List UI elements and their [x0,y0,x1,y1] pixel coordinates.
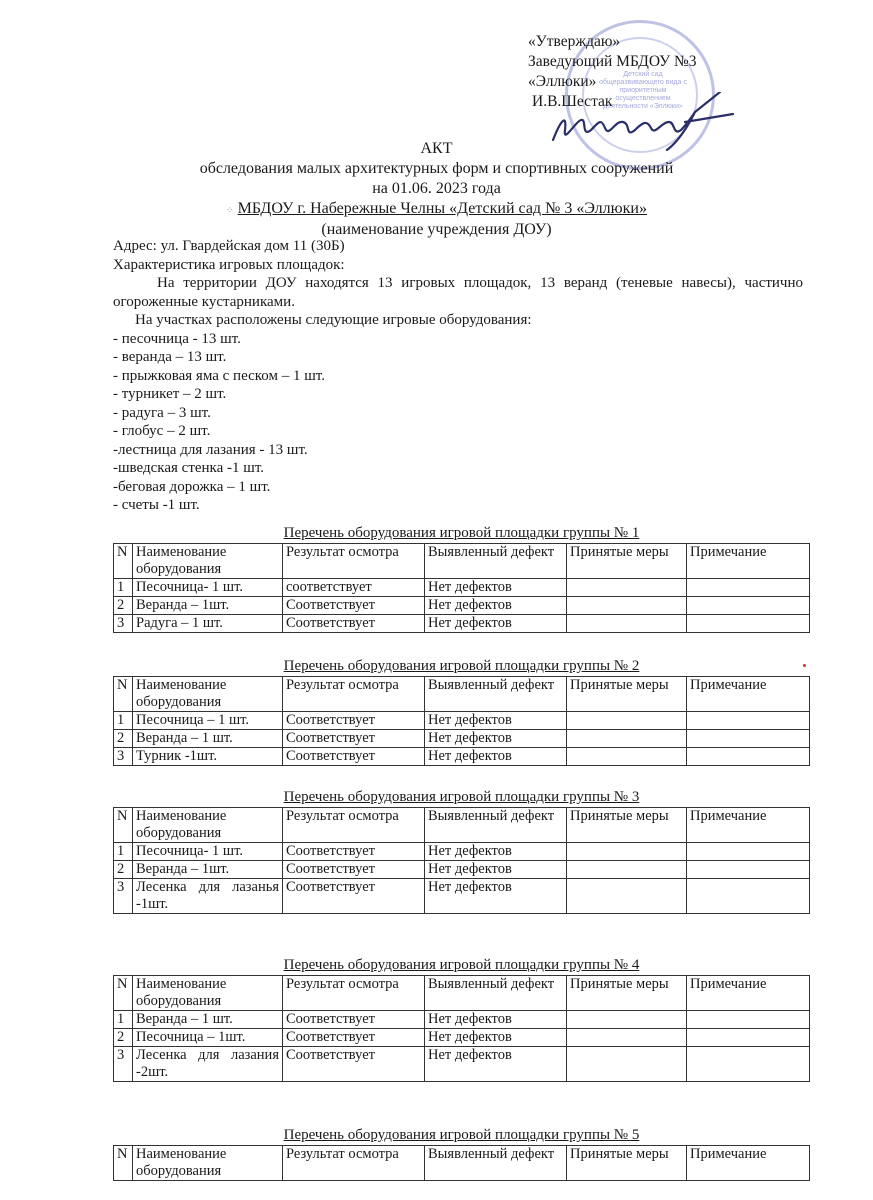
cell-n: 2 [114,597,133,615]
cell-note [687,843,810,861]
cell-name [133,879,283,914]
equipment-list-item: - счеты -1 шт. [113,497,200,513]
cell-note [687,748,810,766]
cell-name: Песочница- 1 шт. [133,579,283,597]
cell-name: Веранда – 1шт. [133,861,283,879]
approval-block [528,32,697,112]
cell-defect: Нет дефектов [425,1011,567,1029]
cell-name: Песочница- 1 шт. [133,843,283,861]
group-4-section [113,957,810,1082]
header-name: Наименование оборудования [133,677,283,712]
table-row [114,748,810,766]
characteristics-paragraph-1: На территории ДОУ находятся 13 игровых площадок, 13 веранд (теневые навесы), частично огороженные кустарниками. [113,275,803,310]
document-date: на 01.06. 2023 года [372,180,501,197]
cell-name: Веранда – 1шт. [133,597,283,615]
header-n: N [114,1146,133,1181]
header-name: Наименование оборудования [133,544,283,579]
table-row [114,615,810,633]
table-row [114,712,810,730]
header-defect: Выявленный дефект [425,976,567,1011]
header-result: Результат осмотра [283,976,425,1011]
table-row [114,1029,810,1047]
header-measures: Принятые меры [567,1146,687,1181]
cell-measures [567,712,687,730]
equipment-list-item: -шведская стенка -1 шт. [113,460,264,476]
cell-result: Соответствует [283,879,425,914]
table-header-row [114,1146,810,1181]
header-note: Примечание [687,677,810,712]
stamp-text: Детский сад общеразвивающего вида с приоритетным осуществлением деятельности «Эллюки» [599,71,687,110]
document-title: АКТ [420,140,453,157]
cell-result: Соответствует [283,615,425,633]
header-note: Примечание [687,1146,810,1181]
table-header-row [114,976,810,1011]
approval-line-3: «Эллюки» [528,73,597,90]
cell-defect: Нет дефектов [425,730,567,748]
cell-note [687,879,810,914]
cell-defect: Нет дефектов [425,1029,567,1047]
cell-n: 3 [114,748,133,766]
group-1-table [113,543,810,633]
table-row [114,1011,810,1029]
table-row [114,730,810,748]
header-defect: Выявленный дефект [425,677,567,712]
cell-note [687,1029,810,1047]
cell-result: Соответствует [283,730,425,748]
cell-defect: Нет дефектов [425,843,567,861]
cell-result: Соответствует [283,861,425,879]
group-5-title: Перечень оборудования игровой площадки группы № 5 [283,1127,640,1143]
red-speck [803,664,806,667]
cell-name: Песочница – 1шт. [133,1029,283,1047]
table-row [114,861,810,879]
group-3-title: Перечень оборудования игровой площадки группы № 3 [283,789,640,805]
group-3-table [113,807,810,914]
header-defect: Выявленный дефект [425,544,567,579]
cell-result: соответствует [283,579,425,597]
header-measures: Принятые меры [567,544,687,579]
characteristics-paragraph-2: На участках расположены следующие игровые оборудования: [135,312,532,328]
header-name: Наименование оборудования [133,1146,283,1181]
table-row [114,597,810,615]
document-subtitle: обследования малых архитектурных форм и спортивных сооружений [199,160,674,177]
equipment-list-item: - глобус – 2 шт. [113,423,211,439]
group-5-table [113,1145,810,1181]
cell-defect: Нет дефектов [425,861,567,879]
header-n: N [114,544,133,579]
cell-name-line-1: Лесенка для лазания [136,1047,279,1063]
cell-result: Соответствует [283,597,425,615]
cell-note [687,1011,810,1029]
institution-caption: (наименование учреждения ДОУ) [321,221,552,238]
approval-signer-name: И.В.Шестак [532,93,613,110]
cell-note [687,861,810,879]
header-measures: Принятые меры [567,808,687,843]
cell-name-line-1: Лесенка для лазанья [136,879,279,895]
cell-n: 2 [114,730,133,748]
cell-measures [567,861,687,879]
cell-measures [567,1029,687,1047]
header-defect: Выявленный дефект [425,808,567,843]
cell-measures [567,1011,687,1029]
document-header [0,139,873,240]
table-row [114,843,810,861]
cell-result: Соответствует [283,1029,425,1047]
group-2-section [113,658,810,766]
cell-defect: Нет дефектов [425,1047,567,1082]
cell-defect: Нет дефектов [425,748,567,766]
cell-note [687,615,810,633]
table-header-row [114,808,810,843]
header-n: N [114,808,133,843]
approval-line-1: «Утверждаю» [528,33,621,50]
cell-note [687,597,810,615]
characteristics-heading: Характеристика игровых площадок: [113,256,345,273]
group-1-title: Перечень оборудования игровой площадки группы № 1 [283,525,640,541]
cell-measures [567,1047,687,1082]
group-4-table [113,975,810,1082]
header-n: N [114,976,133,1011]
institution-name: МБДОУ г. Набережные Челны «Детский сад № 3 «Эллюки» [237,200,647,217]
cell-n: 3 [114,615,133,633]
cell-name-line-2: -2шт. [136,1064,169,1080]
address-line: Адрес: ул. Гвардейская дом 11 (30Б) [113,238,345,254]
cell-note [687,712,810,730]
header-n: N [114,677,133,712]
group-5-section [113,1127,810,1181]
cell-defect: Нет дефектов [425,879,567,914]
table-header-row [114,677,810,712]
group-2-table [113,676,810,766]
cell-result: Соответствует [283,843,425,861]
table-row [114,1047,810,1082]
header-measures: Принятые меры [567,976,687,1011]
cell-n: 2 [114,861,133,879]
cell-note [687,579,810,597]
group-4-title: Перечень оборудования игровой площадки группы № 4 [283,957,640,973]
group-1-section [113,525,810,633]
cell-measures [567,879,687,914]
cell-n: 1 [114,1011,133,1029]
equipment-list-item: - веранда – 13 шт. [113,349,227,365]
cell-measures [567,597,687,615]
header-result: Результат осмотра [283,544,425,579]
cell-note [687,730,810,748]
header-note: Примечание [687,544,810,579]
scan-mark: ⁘ [226,205,234,215]
table-row [114,879,810,914]
cell-name: Радуга – 1 шт. [133,615,283,633]
header-measures: Принятые меры [567,677,687,712]
cell-name: Веранда – 1 шт. [133,1011,283,1029]
equipment-list-item: -лестница для лазания - 13 шт. [113,441,308,458]
cell-name-line-2: -1шт. [136,896,169,912]
header-result: Результат осмотра [283,677,425,712]
approval-line-2: Заведующий МБДОУ №3 [528,53,697,70]
equipment-list-item: - прыжковая яма с песком – 1 шт. [113,367,325,384]
cell-n: 2 [114,1029,133,1047]
cell-n: 1 [114,579,133,597]
cell-name: Песочница – 1 шт. [133,712,283,730]
cell-n: 1 [114,843,133,861]
header-defect: Выявленный дефект [425,1146,567,1181]
cell-defect: Нет дефектов [425,615,567,633]
cell-measures [567,843,687,861]
cell-n: 3 [114,879,133,914]
group-3-section [113,789,810,914]
equipment-list-item: - песочница - 13 шт. [113,330,241,347]
cell-defect: Нет дефектов [425,597,567,615]
cell-note [687,1047,810,1082]
header-name: Наименование оборудования [133,976,283,1011]
cell-measures [567,579,687,597]
header-note: Примечание [687,976,810,1011]
cell-name [133,1047,283,1082]
cell-measures [567,748,687,766]
table-row [114,579,810,597]
equipment-list-item: - радуга – 3 шт. [113,404,211,421]
characteristics-block [113,237,803,515]
equipment-list-item: -беговая дорожка – 1 шт. [113,478,271,495]
cell-defect: Нет дефектов [425,712,567,730]
cell-result: Соответствует [283,1011,425,1029]
group-2-title: Перечень оборудования игровой площадки группы № 2 [283,658,640,674]
cell-measures [567,730,687,748]
cell-name: Веранда – 1 шт. [133,730,283,748]
cell-n: 3 [114,1047,133,1082]
cell-n: 1 [114,712,133,730]
header-result: Результат осмотра [283,1146,425,1181]
cell-name: Турник -1шт. [133,748,283,766]
header-name: Наименование оборудования [133,808,283,843]
cell-result: Соответствует [283,748,425,766]
header-note: Примечание [687,808,810,843]
cell-result: Соответствует [283,1047,425,1082]
cell-defect: Нет дефектов [425,579,567,597]
equipment-list-item: - турникет – 2 шт. [113,386,227,402]
cell-measures [567,615,687,633]
cell-result: Соответствует [283,712,425,730]
table-header-row [114,544,810,579]
header-result: Результат осмотра [283,808,425,843]
